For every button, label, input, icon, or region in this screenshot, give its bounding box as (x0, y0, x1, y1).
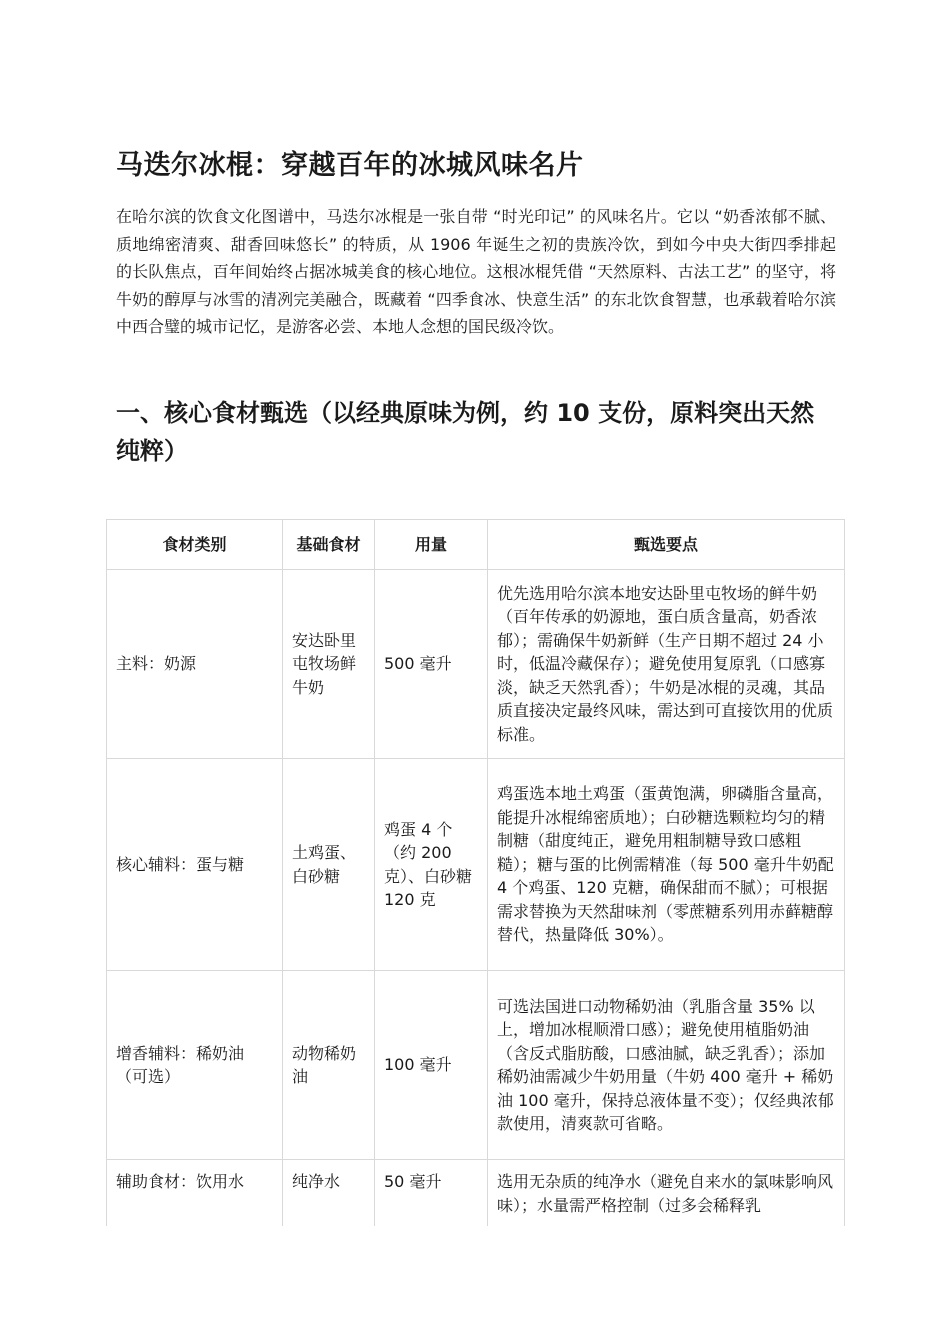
cell-notes: 鸡蛋选本地土鸡蛋（蛋黄饱满，卵磷脂含量高，能提升冰棍绵密质地）；白砂糖选颗粒均匀的精制糖（甜度纯正，避免用粗制糖导致口感粗糙）；糖与蛋的比例需精准（每 500 毫升牛奶配 4 个鸡蛋、120 克糖，确保甜而不腻）；可根据需求替换为天然甜味剂（零蔗糖系列用赤藓糖醇替代，热量降低 30%）。 (488, 759, 845, 971)
cell-category: 辅助食材：饮用水 (107, 1160, 283, 1250)
cell-ingredient: 土鸡蛋、白砂糖 (283, 759, 375, 971)
cell-ingredient: 安达卧里屯牧场鲜牛奶 (283, 570, 375, 759)
header-notes: 甄选要点 (488, 520, 845, 570)
cell-amount: 500 毫升 (375, 570, 488, 759)
cell-ingredient: 动物稀奶油 (283, 971, 375, 1160)
cell-amount: 100 毫升 (375, 971, 488, 1160)
table-row (107, 759, 845, 971)
cell-category: 核心辅料：蛋与糖 (107, 759, 283, 971)
table-row (107, 971, 845, 1160)
cell-amount: 鸡蛋 4 个（约 200 克）、白砂糖 120 克 (375, 759, 488, 971)
page-bottom-margin (0, 1226, 950, 1344)
header-ingredient: 基础食材 (283, 520, 375, 570)
cell-amount: 50 毫升 (375, 1160, 488, 1250)
cell-notes: 可选法国进口动物稀奶油（乳脂含量 35% 以上，增加冰棍顺滑口感）；避免使用植脂奶油（含反式脂肪酸，口感油腻，缺乏乳香）；添加稀奶油需减少牛奶用量（牛奶 400 毫升 + 稀奶油 100 毫升，保持总液体量不变）；仅经典浓郁款使用，清爽款可省略。 (488, 971, 845, 1160)
ingredients-table (106, 519, 845, 1250)
header-amount: 用量 (375, 520, 488, 570)
cell-notes: 选用无杂质的纯净水（避免自来水的氯味影响风味）；水量需严格控制（过多会稀释乳 (488, 1160, 845, 1250)
header-category: 食材类别 (107, 520, 283, 570)
table-row (107, 570, 845, 759)
cell-ingredient: 纯净水 (283, 1160, 375, 1250)
cell-category: 主料：奶源 (107, 570, 283, 759)
cell-notes: 优先选用哈尔滨本地安达卧里屯牧场的鲜牛奶（百年传承的奶源地，蛋白质含量高，奶香浓郁）；需确保牛奶新鲜（生产日期不超过 24 小时，低温冷藏保存）；避免使用复原乳（口感寡淡，缺乏天然乳香）；牛奶是冰棍的灵魂，其品质直接决定最终风味，需达到可直接饮用的优质标准。 (488, 570, 845, 759)
section-heading-ingredients: 一、核心食材甄选（以经典原味为例，约 10 支份，原料突出天然纯粹） (116, 399, 815, 465)
table-header-row (107, 520, 845, 570)
intro-paragraph: 在哈尔滨的饮食文化图谱中，马迭尔冰棍是一张自带 “时光印记” 的风味名片。它以 “奶香浓郁不腻、质地绵密清爽、甜香回味悠长” 的特质，从 1906 年诞生之初的贵族冷饮，到如今中央大街四季排起的长队焦点，百年间始终占据冰城美食的核心地位。这根冰棍凭借 “天然原料、古法工艺” 的坚守，将牛奶的醇厚与冰雪的清冽完美融合，既藏着 “四季食冰、快意生活” 的东北饮食智慧，也承载着哈尔滨中西合璧的城市记忆，是游客必尝、本地人念想的国民级冷饮。 (116, 207, 836, 337)
cell-category: 增香辅料：稀奶油（可选） (107, 971, 283, 1160)
page-title: 马迭尔冰棍：穿越百年的冰城风味名片 (116, 150, 584, 181)
